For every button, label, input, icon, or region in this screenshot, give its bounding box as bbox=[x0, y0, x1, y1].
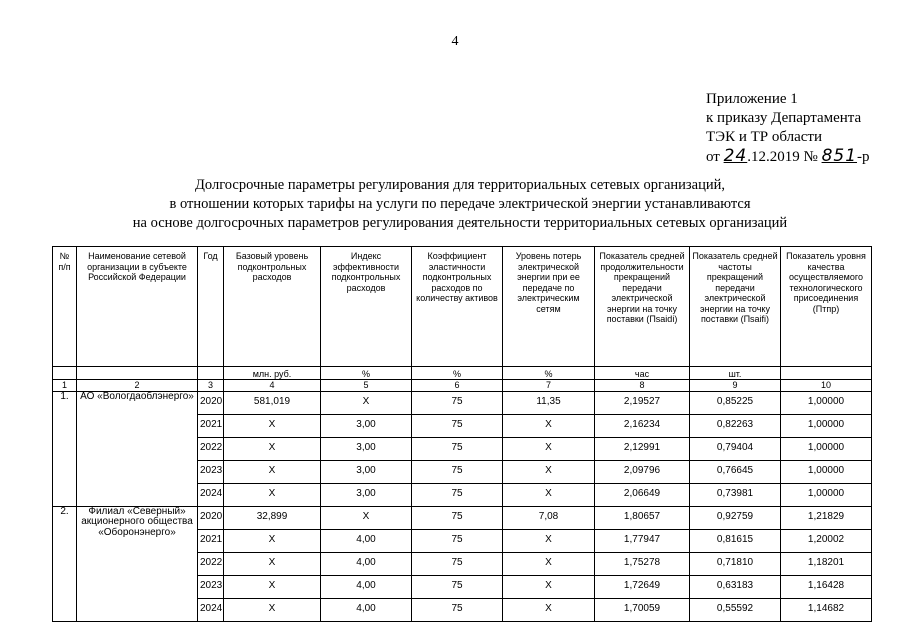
efficiency-index-cell: 3,00 bbox=[321, 483, 412, 506]
base-level-cell: Х bbox=[224, 437, 321, 460]
losses-cell: Х bbox=[503, 483, 595, 506]
parameters-table bbox=[52, 246, 872, 622]
efficiency-index-cell: 4,00 bbox=[321, 598, 412, 621]
base-level-cell: Х bbox=[224, 598, 321, 621]
losses-cell: Х bbox=[503, 529, 595, 552]
losses-cell: Х bbox=[503, 575, 595, 598]
document-title bbox=[60, 176, 860, 233]
year-cell: 2022 bbox=[198, 437, 224, 460]
saifi-cell: 0,85225 bbox=[690, 391, 781, 414]
table-units-row bbox=[53, 367, 872, 380]
saifi-cell: 0,79404 bbox=[690, 437, 781, 460]
title-line-2: в отношении которых тарифы на услуги по передаче электрической энергии устанавливаются bbox=[169, 196, 751, 212]
index-cell: 1 bbox=[53, 380, 77, 392]
org-number-cell: 2. bbox=[53, 506, 77, 621]
year-cell: 2021 bbox=[198, 414, 224, 437]
saidi-cell: 2,16234 bbox=[595, 414, 690, 437]
index-cell: 2 bbox=[77, 380, 198, 392]
org-name-cell: Филиал «Северный» акционерного общества «Оборонэнерго» bbox=[77, 506, 198, 621]
quality-cell: 1,14682 bbox=[781, 598, 872, 621]
unit-cell bbox=[53, 367, 77, 380]
base-level-cell: Х bbox=[224, 575, 321, 598]
header-year: Год bbox=[198, 247, 224, 367]
saidi-cell: 2,06649 bbox=[595, 483, 690, 506]
saifi-cell: 0,55592 bbox=[690, 598, 781, 621]
index-cell: 6 bbox=[412, 380, 503, 392]
efficiency-index-cell: 3,00 bbox=[321, 437, 412, 460]
year-cell: 2024 bbox=[198, 483, 224, 506]
header-elasticity: Коэффициент эластичности подконтрольных расходов по количеству активов bbox=[412, 247, 503, 367]
header-efficiency-index: Индекс эффективности подконтрольных расходов bbox=[321, 247, 412, 367]
header-org: Наименование сетевой организации в субъекте Российской Федерации bbox=[77, 247, 198, 367]
table-row bbox=[53, 391, 872, 414]
table-row bbox=[53, 506, 872, 529]
quality-cell: 1,21829 bbox=[781, 506, 872, 529]
header-num: № п/п bbox=[53, 247, 77, 367]
base-level-cell: Х bbox=[224, 552, 321, 575]
index-cell: 4 bbox=[224, 380, 321, 392]
unit-cell bbox=[77, 367, 198, 380]
saidi-cell: 2,09796 bbox=[595, 460, 690, 483]
saidi-cell: 2,12991 bbox=[595, 437, 690, 460]
elasticity-cell: 75 bbox=[412, 529, 503, 552]
annex-order-suffix: -р bbox=[857, 149, 870, 165]
efficiency-index-cell: 4,00 bbox=[321, 575, 412, 598]
unit-cell: шт. bbox=[690, 367, 781, 380]
annex-line-2: к приказу Департамента bbox=[706, 110, 862, 126]
base-level-cell: 581,019 bbox=[224, 391, 321, 414]
saidi-cell: 2,19527 bbox=[595, 391, 690, 414]
index-cell: 7 bbox=[503, 380, 595, 392]
quality-cell: 1,00000 bbox=[781, 414, 872, 437]
quality-cell: 1,16428 bbox=[781, 575, 872, 598]
losses-cell: 11,35 bbox=[503, 391, 595, 414]
title-line-1: Долгосрочные параметры регулирования для территориальных сетевых организаций, bbox=[195, 177, 725, 193]
header-saidi: Показатель средней продолжительности прекращений передачи электрической энергии на точку поставки (Пsaidi) bbox=[595, 247, 690, 367]
saifi-cell: 0,76645 bbox=[690, 460, 781, 483]
org-name-cell: АО «Вологдаоблэнерго» bbox=[77, 391, 198, 506]
index-cell: 3 bbox=[198, 380, 224, 392]
efficiency-index-cell: 3,00 bbox=[321, 460, 412, 483]
base-level-cell: Х bbox=[224, 483, 321, 506]
quality-cell: 1,00000 bbox=[781, 391, 872, 414]
losses-cell: Х bbox=[503, 437, 595, 460]
unit-cell: % bbox=[412, 367, 503, 380]
title-line-3: на основе долгосрочных параметров регулирования деятельности территориальных сетевых организаций bbox=[132, 215, 788, 231]
unit-cell: млн. руб. bbox=[224, 367, 321, 380]
saidi-cell: 1,70059 bbox=[595, 598, 690, 621]
saifi-cell: 0,71810 bbox=[690, 552, 781, 575]
elasticity-cell: 75 bbox=[412, 437, 503, 460]
base-level-cell: Х bbox=[224, 529, 321, 552]
elasticity-cell: 75 bbox=[412, 506, 503, 529]
saifi-cell: 0,82263 bbox=[690, 414, 781, 437]
saifi-cell: 0,63183 bbox=[690, 575, 781, 598]
year-cell: 2023 bbox=[198, 460, 224, 483]
year-cell: 2021 bbox=[198, 529, 224, 552]
table-header-row bbox=[53, 247, 872, 367]
annex-order-number: 851 bbox=[821, 146, 858, 166]
year-cell: 2024 bbox=[198, 598, 224, 621]
saidi-cell: 1,77947 bbox=[595, 529, 690, 552]
efficiency-index-cell: 4,00 bbox=[321, 552, 412, 575]
losses-cell: Х bbox=[503, 598, 595, 621]
unit-cell bbox=[198, 367, 224, 380]
unit-cell: % bbox=[503, 367, 595, 380]
header-quality: Показатель уровня качества осуществляемого технологического присоединения (Птпр) bbox=[781, 247, 872, 367]
saidi-cell: 1,72649 bbox=[595, 575, 690, 598]
saidi-cell: 1,75278 bbox=[595, 552, 690, 575]
header-losses: Уровень потерь электрической энергии при ее передаче по электрическим сетям bbox=[503, 247, 595, 367]
page-number: 4 bbox=[451, 34, 459, 49]
saifi-cell: 0,81615 bbox=[690, 529, 781, 552]
losses-cell: Х bbox=[503, 460, 595, 483]
quality-cell: 1,00000 bbox=[781, 460, 872, 483]
saifi-cell: 0,92759 bbox=[690, 506, 781, 529]
index-cell: 8 bbox=[595, 380, 690, 392]
quality-cell: 1,18201 bbox=[781, 552, 872, 575]
index-cell: 9 bbox=[690, 380, 781, 392]
org-number-cell: 1. bbox=[53, 391, 77, 506]
index-cell: 10 bbox=[781, 380, 872, 392]
year-cell: 2023 bbox=[198, 575, 224, 598]
elasticity-cell: 75 bbox=[412, 552, 503, 575]
saifi-cell: 0,73981 bbox=[690, 483, 781, 506]
losses-cell: Х bbox=[503, 552, 595, 575]
efficiency-index-cell: Х bbox=[321, 391, 412, 414]
efficiency-index-cell: Х bbox=[321, 506, 412, 529]
unit-cell: час bbox=[595, 367, 690, 380]
elasticity-cell: 75 bbox=[412, 414, 503, 437]
table-index-row bbox=[53, 380, 872, 392]
saidi-cell: 1,80657 bbox=[595, 506, 690, 529]
index-cell: 5 bbox=[321, 380, 412, 392]
efficiency-index-cell: 3,00 bbox=[321, 414, 412, 437]
quality-cell: 1,00000 bbox=[781, 483, 872, 506]
annex-date-line bbox=[706, 147, 870, 167]
year-cell: 2022 bbox=[198, 552, 224, 575]
elasticity-cell: 75 bbox=[412, 483, 503, 506]
elasticity-cell: 75 bbox=[412, 575, 503, 598]
annex-date-rest: .12.2019 № bbox=[747, 149, 818, 165]
unit-cell bbox=[781, 367, 872, 380]
annex-line-1: Приложение 1 bbox=[706, 91, 798, 107]
year-cell: 2020 bbox=[198, 506, 224, 529]
elasticity-cell: 75 bbox=[412, 391, 503, 414]
elasticity-cell: 75 bbox=[412, 598, 503, 621]
annex-date-day: 24 bbox=[723, 146, 748, 166]
losses-cell: 7,08 bbox=[503, 506, 595, 529]
annex-block bbox=[706, 90, 870, 167]
year-cell: 2020 bbox=[198, 391, 224, 414]
base-level-cell: Х bbox=[224, 460, 321, 483]
base-level-cell: Х bbox=[224, 414, 321, 437]
unit-cell: % bbox=[321, 367, 412, 380]
header-saifi: Показатель средней частоты прекращений передачи электрической энергии на точку поставки (Пsaifi) bbox=[690, 247, 781, 367]
efficiency-index-cell: 4,00 bbox=[321, 529, 412, 552]
losses-cell: Х bbox=[503, 414, 595, 437]
quality-cell: 1,00000 bbox=[781, 437, 872, 460]
annex-date-prefix: от bbox=[706, 149, 720, 165]
header-base-level: Базовый уровень подконтрольных расходов bbox=[224, 247, 321, 367]
quality-cell: 1,20002 bbox=[781, 529, 872, 552]
base-level-cell: 32,899 bbox=[224, 506, 321, 529]
annex-line-3: ТЭК и ТР области bbox=[706, 129, 822, 145]
table-body bbox=[53, 391, 872, 621]
elasticity-cell: 75 bbox=[412, 460, 503, 483]
